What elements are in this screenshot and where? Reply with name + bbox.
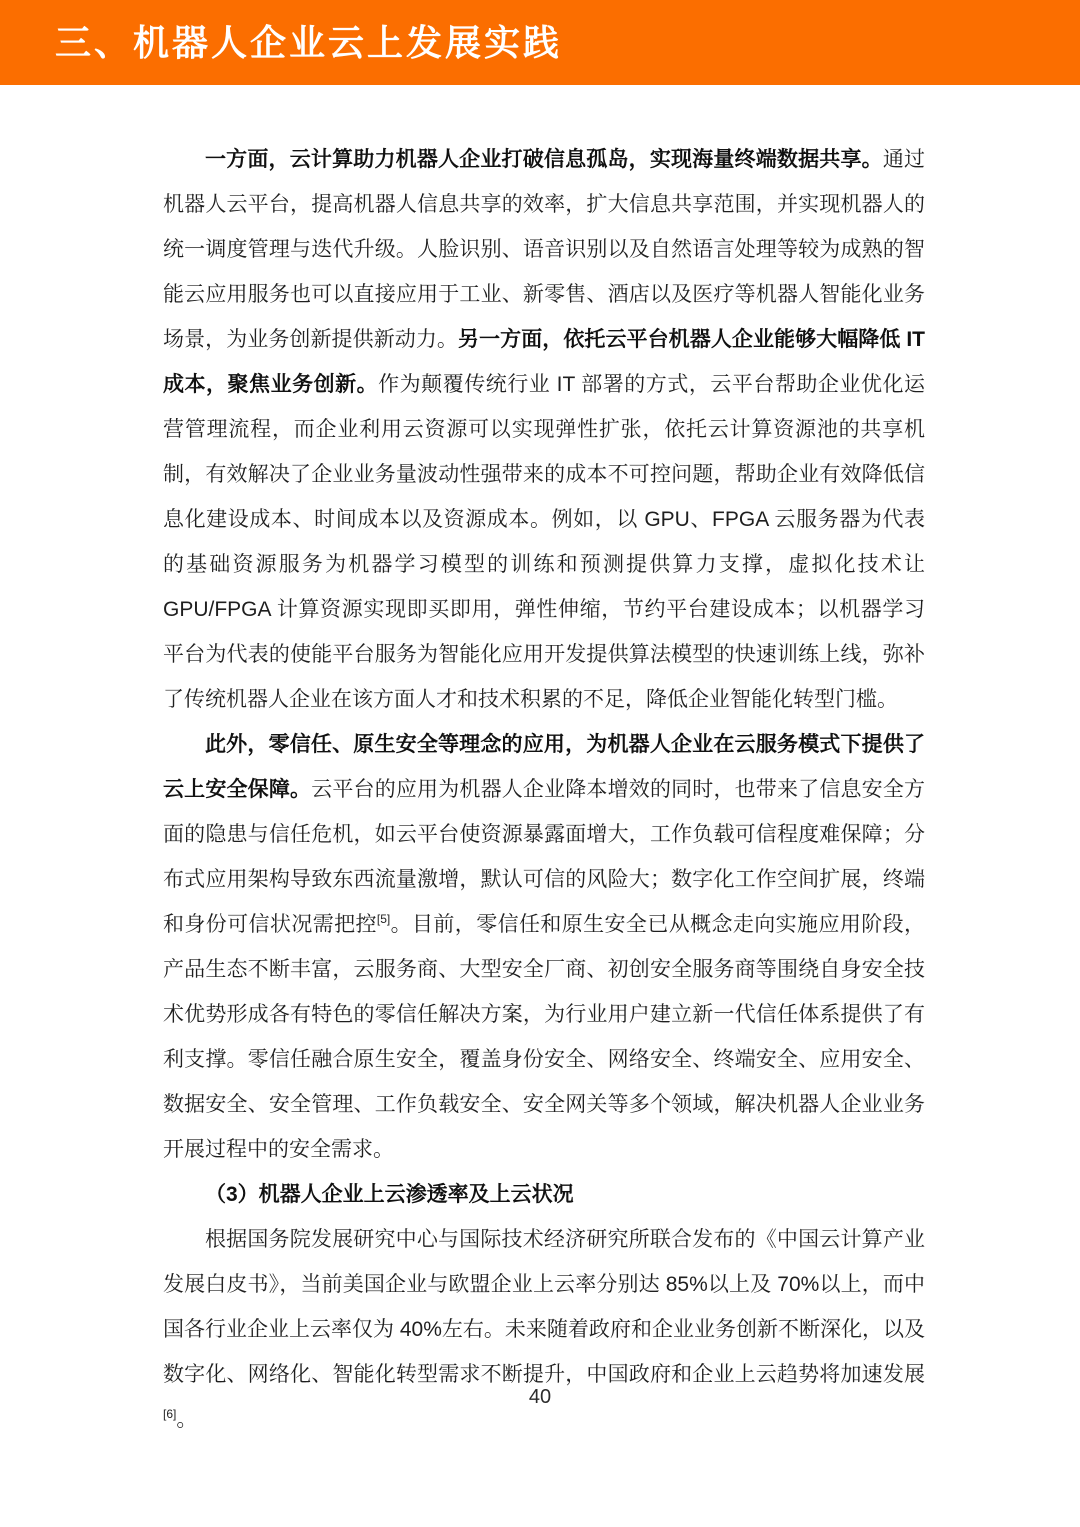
subsection-heading: （3）机器人企业上云渗透率及上云状况 — [205, 1183, 574, 1206]
section-title: 三、机器人企业云上发展实践 — [55, 21, 563, 63]
paragraph1-second-bold: 另一方面，依托云平台机器人企业能够大幅降低 IT 成本，聚焦业务创新。 — [163, 328, 926, 396]
paragraph2-body-2: 。目前，零信任和原生安全已从概念走向实施应用阶段，产品生态不断丰富，云服务商、大型安全厂商、初创安全服务商等围绕自身安全技术优势形成各有特色的零信任解决方案，为行业用户建立新一代信任体系提供了有利支撑。零信任融合原生安全，覆盖身份安全、网络安全、终端安全、应用安全、数据安全、安全管理、工作负载安全、安全网关等多个领域，解决机器人企业业务开展过程中的安全需求。 — [163, 913, 926, 1161]
paragraph2-body-1: 云平台的应用为机器人企业降本增效的同时，也带来了信息安全方面的隐患与信任危机，如云平台使资源暴露面增大，工作负载可信程度难保障；分布式应用架构导致东西流量激增，默认可信的风险大；数字化工作空间扩展，终端和身份可信状况需把控 — [163, 778, 926, 936]
paragraph3-body-1: 根据国务院发展研究中心与国际技术经济研究所联合发布的《中国云计算产业发展白皮书》，当前美国企业与欧盟企业上云率分别达 85%以上及 70%以上，而中国各行业企业上云率仅为 40%左右。未来随着政府和企业业务创新不断深化，以及数字化、网络化、智能化转型需求不断提升，中国政府和企业上云趋势将加速发展 — [163, 1228, 925, 1386]
paragraph1-body-2: 作为颠覆传统行业 IT 部署的方式，云平台帮助企业优化运营管理流程，而企业利用云资源可以实现弹性扩张，依托云计算资源池的共享机制，有效解决了企业业务量波动性强带来的成本不可控问题，帮助企业有效降低信息化建设成本、时间成本以及资源成本。例如，以 GPU、FPGA 云服务器为代表的基础资源服务为机器学习模型的训练和预测提供算力支撑，虚拟化技术让 GPU/FPGA 计算资源实现即买即用，弹性伸缩，节约平台建设成本；以机器学习平台为代表的使能平台服务为智能化应用开发提供算法模型的快速训练上线，弥补了传统机器人企业在该方面人才和技术积累的不足，降低企业智能化转型门槛。 — [163, 373, 925, 711]
footnote-ref-6: [6] — [163, 1407, 177, 1421]
paragraph3-body-2: 。 — [176, 1408, 198, 1431]
section-header-banner — [0, 0, 1080, 85]
footnote-ref-5: [5] — [376, 912, 391, 926]
page-number: 40 — [528, 1386, 552, 1408]
paragraph-zero-trust-security — [163, 722, 925, 1172]
body-text — [163, 137, 925, 1442]
paragraph1-lead-bold: 一方面，云计算助力机器人企业打破信息孤岛，实现海量终端数据共享。 — [205, 148, 883, 171]
paragraph2-lead-bold: 此外，零信任、原生安全等理念的应用，为机器人企业在云服务模式下提供了云上安全保障。 — [163, 733, 925, 801]
paragraph1-body-1: 通过机器人云平台，提高机器人信息共享的效率，扩大信息共享范围，并实现机器人的统一调度管理与迭代升级。人脸识别、语音识别以及自然语言处理等较为成熟的智能云应用服务也可以直接应用于工业、新零售、酒店以及医疗等机器人智能化业务场景，为业务创新提供新动力。 — [163, 148, 926, 351]
paragraph-cloud-benefits — [163, 137, 925, 722]
